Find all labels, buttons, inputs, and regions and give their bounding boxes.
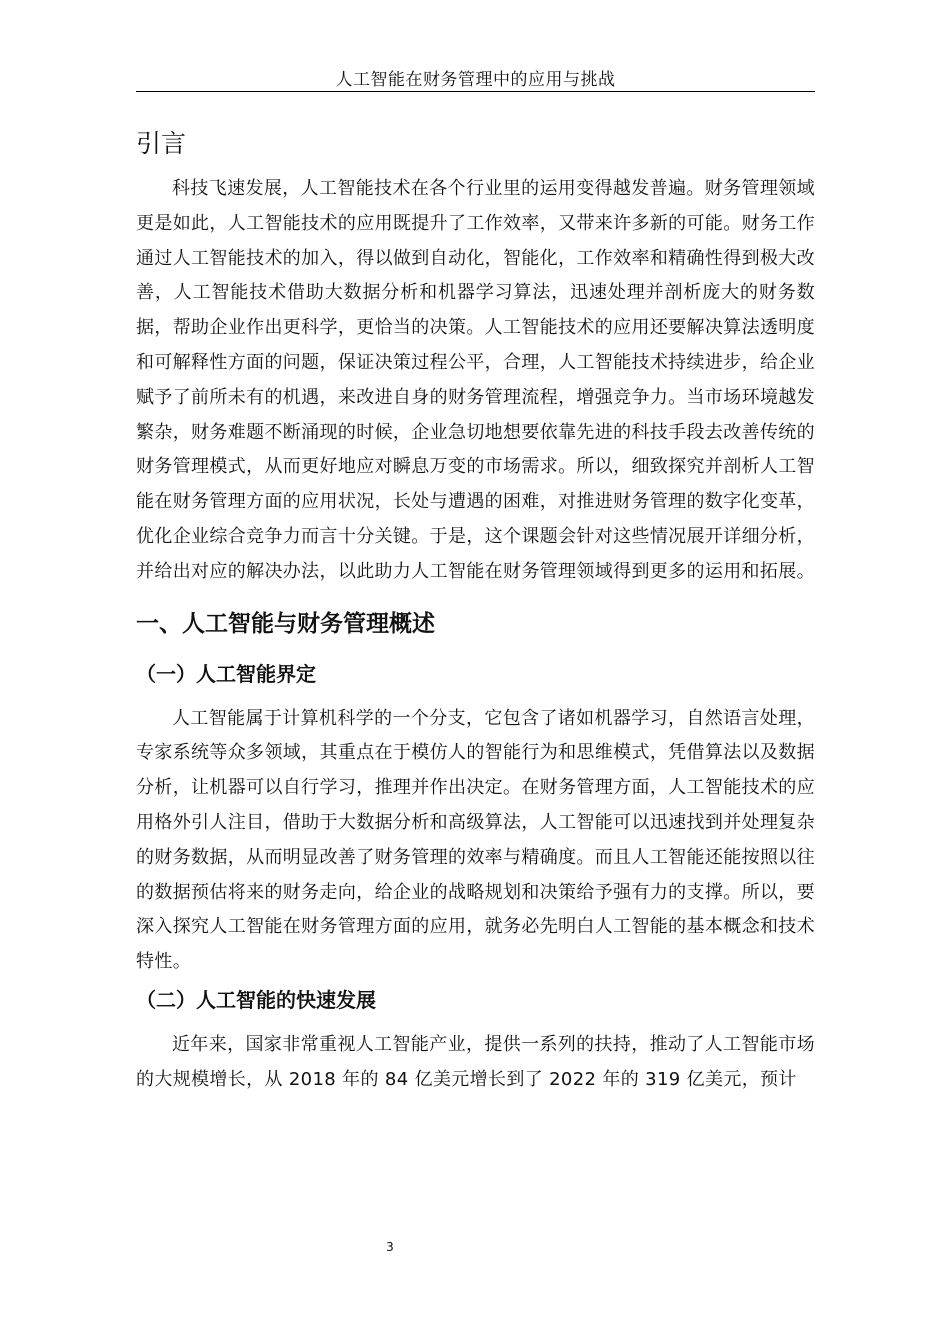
header-rule [136, 91, 815, 92]
page-number: 3 [386, 1240, 394, 1254]
running-header: 人工智能在财务管理中的应用与挑战 [335, 70, 616, 90]
intro-paragraph: 科技飞速发展，人工智能技术在各个行业里的运用变得越发普遍。财务管理领域更是如此，人工智能技术的应用既提升了工作效率，又带来许多新的可能。财务工作通过人工智能技术的加入，得以做到自动化，智能化，工作效率和精确性得到极大改善，人工智能技术借助大数据分析和机器学习算法，迅速处理并剖析庞大的财务数据，帮助企业作出更科学，更恰当的决策。人工智能技术的应用还要解决算法透明度和可解释性方面的问题，保证决策过程公平，合理，人工智能技术持续进步，给企业赋予了前所未有的机遇，来改进自身的财务管理流程，增强竞争力。当市场环境越发繁杂，财务难题不断涌现的时候，企业急切地想要依靠先进的科技手段去改善传统的财务管理模式，从而更好地应对瞬息万变的市场需求。所以，细致探究并剖析人工智能在财务管理方面的应用状况，长处与遭遇的困难，对推进财务管理的数字化变革，优化企业综合竞争力而言十分关键。于是，这个课题会针对这些情况展开详细分析，并给出对应的解决办法，以此助力人工智能在财务管理领域得到更多的运用和拓展。 [136, 178, 815, 582]
section-1-1-paragraph: 人工智能属于计算机科学的一个分支，它包含了诸如机器学习，自然语言处理，专家系统等众多领域，其重点在于模仿人的智能行为和思维模式，凭借算法以及数据分析，让机器可以自行学习，推理并作出决定。在财务管理方面，人工智能技术的应用格外引人注目，借助于大数据分析和高级算法，人工智能可以迅速找到并处理复杂的财务数据，从而明显改善了财务管理的效率与精确度。而且人工智能还能按照以往的数据预估将来的财务走向，给企业的战略规划和决策给予强有力的支撑。所以，要深入探究人工智能在财务管理方面的应用，就务必先明白人工智能的基本概念和技术特性。 [136, 707, 815, 973]
section-1-1-heading: （一）人工智能界定 [136, 661, 316, 686]
intro-heading: 引言 [136, 129, 187, 158]
section-1-heading: 一、人工智能与财务管理概述 [136, 610, 435, 637]
section-1-2-paragraph: 近年来，国家非常重视人工智能产业，提供一系列的扶持，推动了人工智能市场的大规模增长，从 2018 年的 84 亿美元增长到了 2022 年的 319 亿美元，预计 [136, 1033, 815, 1090]
section-1-2-heading: （二）人工智能的快速发展 [136, 987, 376, 1012]
document-body [136, 122, 815, 1098]
